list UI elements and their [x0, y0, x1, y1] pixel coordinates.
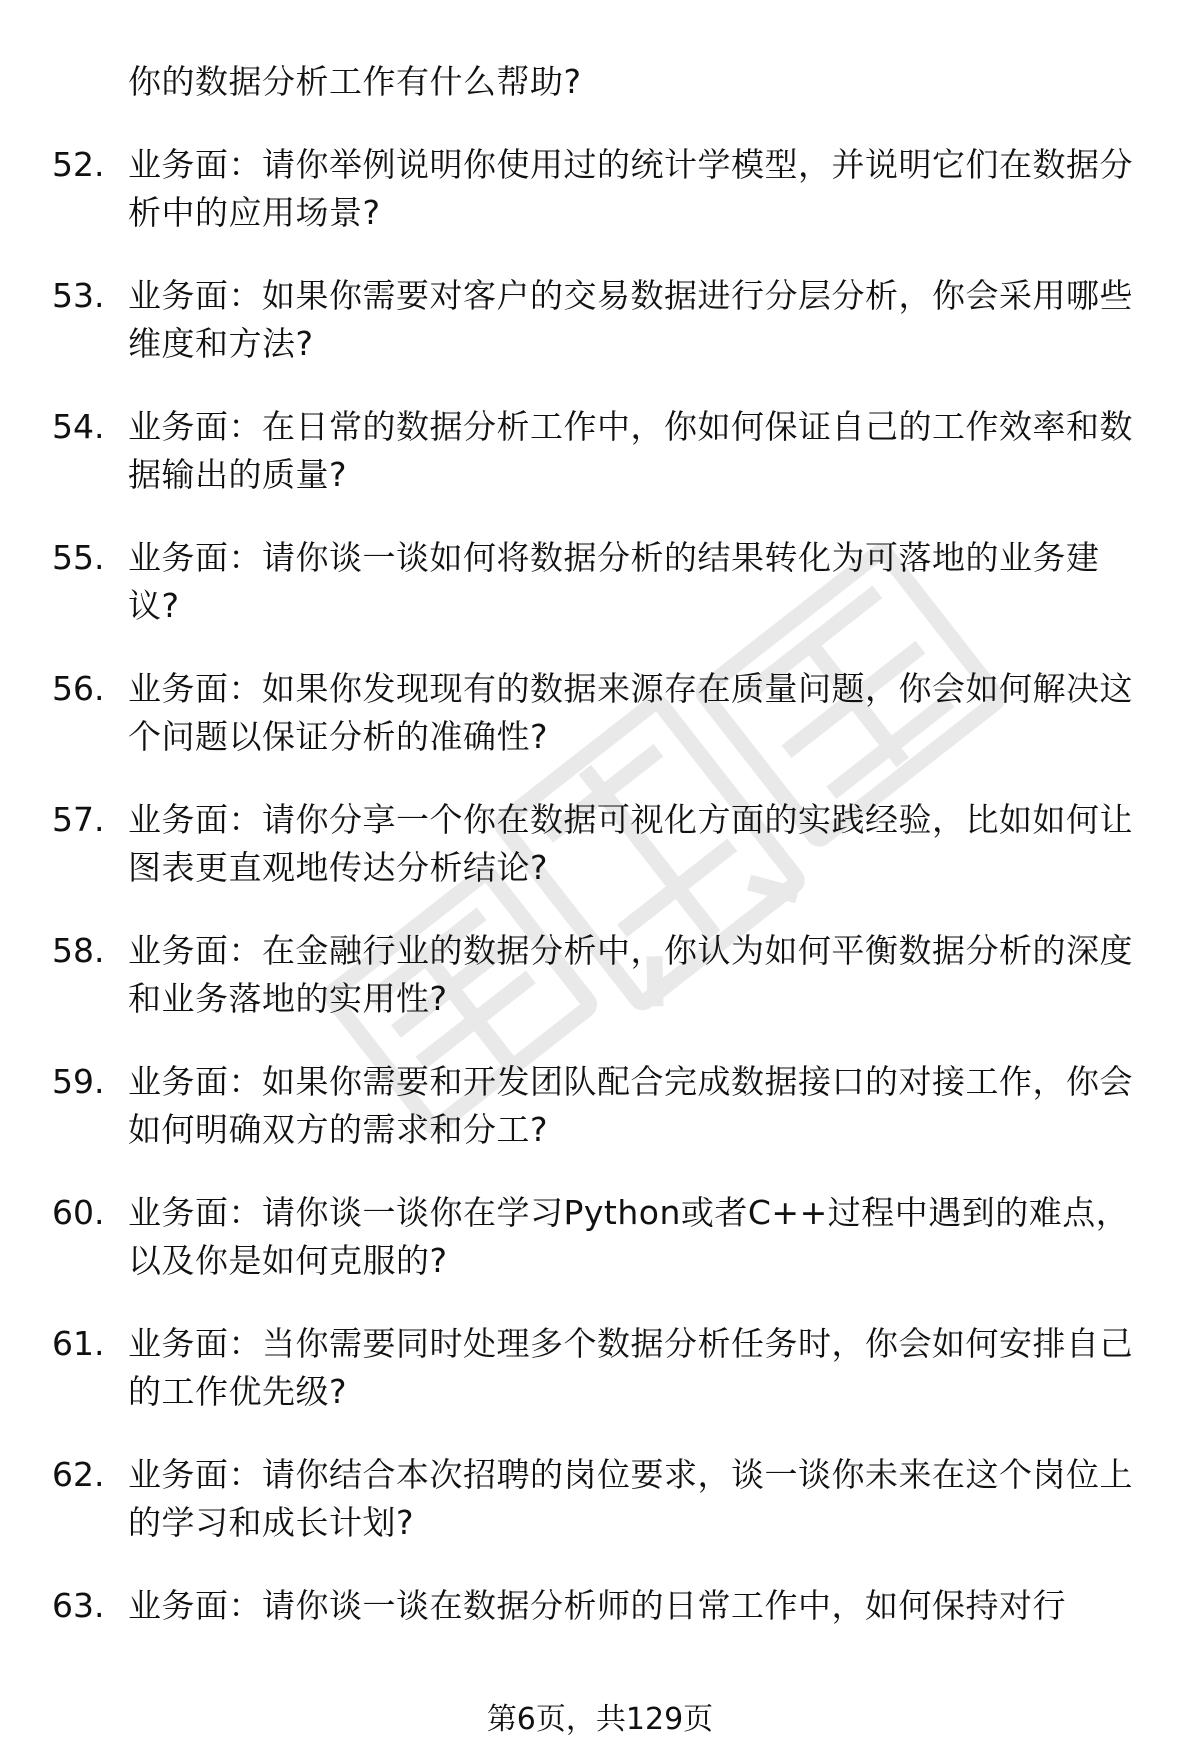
list-item: [52, 1582, 1138, 1630]
list-item: [52, 403, 1138, 499]
list-item: [52, 927, 1138, 1023]
question-number: 58.: [52, 931, 105, 970]
question-number: 53.: [52, 276, 105, 315]
question-list: [52, 141, 1138, 1630]
list-item: [52, 1320, 1138, 1416]
question-number: 59.: [52, 1062, 105, 1101]
question-text: 业务面：请你结合本次招聘的岗位要求，谈一谈你未来在这个岗位上的学习和成长计划?: [128, 1455, 1133, 1542]
question-number: 52.: [52, 145, 105, 184]
list-item: [52, 665, 1138, 761]
list-item: [52, 141, 1138, 237]
question-number: 57.: [52, 800, 105, 839]
question-text: 业务面：在金融行业的数据分析中，你认为如何平衡数据分析的深度和业务落地的实用性?: [128, 931, 1133, 1018]
list-item: [52, 1189, 1138, 1285]
list-item: [52, 272, 1138, 368]
question-text: 业务面：请你谈一谈在数据分析师的日常工作中，如何保持对行: [128, 1586, 1066, 1625]
question-text: 业务面：请你谈一谈如何将数据分析的结果转化为可落地的业务建议?: [128, 538, 1100, 625]
question-text: 业务面：请你谈一谈你在学习Python或者C++过程中遇到的难点，以及你是如何克服的?: [128, 1193, 1130, 1280]
document-body: [52, 58, 1138, 1665]
question-number: 54.: [52, 407, 105, 446]
question-number: 63.: [52, 1586, 105, 1625]
question-text: 业务面：请你分享一个你在数据可视化方面的实践经验，比如如何让图表更直观地传达分析结论?: [128, 800, 1133, 887]
question-number: 61.: [52, 1324, 105, 1363]
question-text: 业务面：请你举例说明你使用过的统计学模型，并说明它们在数据分析中的应用场景?: [128, 145, 1133, 232]
question-text: 业务面：如果你需要和开发团队配合完成数据接口的对接工作，你会如何明确双方的需求和分工?: [128, 1062, 1133, 1149]
list-item: [52, 1451, 1138, 1547]
question-number: 62.: [52, 1455, 105, 1494]
list-item: [52, 796, 1138, 892]
page-footer: 第6页，共129页: [486, 1702, 714, 1737]
question-text: 业务面：当你需要同时处理多个数据分析任务时，你会如何安排自己的工作优先级?: [128, 1324, 1133, 1411]
list-item: [52, 534, 1138, 630]
list-item: [52, 1058, 1138, 1154]
question-number: 60.: [52, 1193, 105, 1232]
question-text: 业务面：如果你发现现有的数据来源存在质量问题，你会如何解决这个问题以保证分析的准确性?: [128, 669, 1133, 756]
question-text: 业务面：如果你需要对客户的交易数据进行分层分析，你会采用哪些维度和方法?: [128, 276, 1133, 363]
question-text: 业务面：在日常的数据分析工作中，你如何保证自己的工作效率和数据输出的质量?: [128, 407, 1133, 494]
question-number: 55.: [52, 538, 105, 577]
question-number: 56.: [52, 669, 105, 708]
previous-question-continuation: 你的数据分析工作有什么帮助?: [128, 62, 582, 101]
